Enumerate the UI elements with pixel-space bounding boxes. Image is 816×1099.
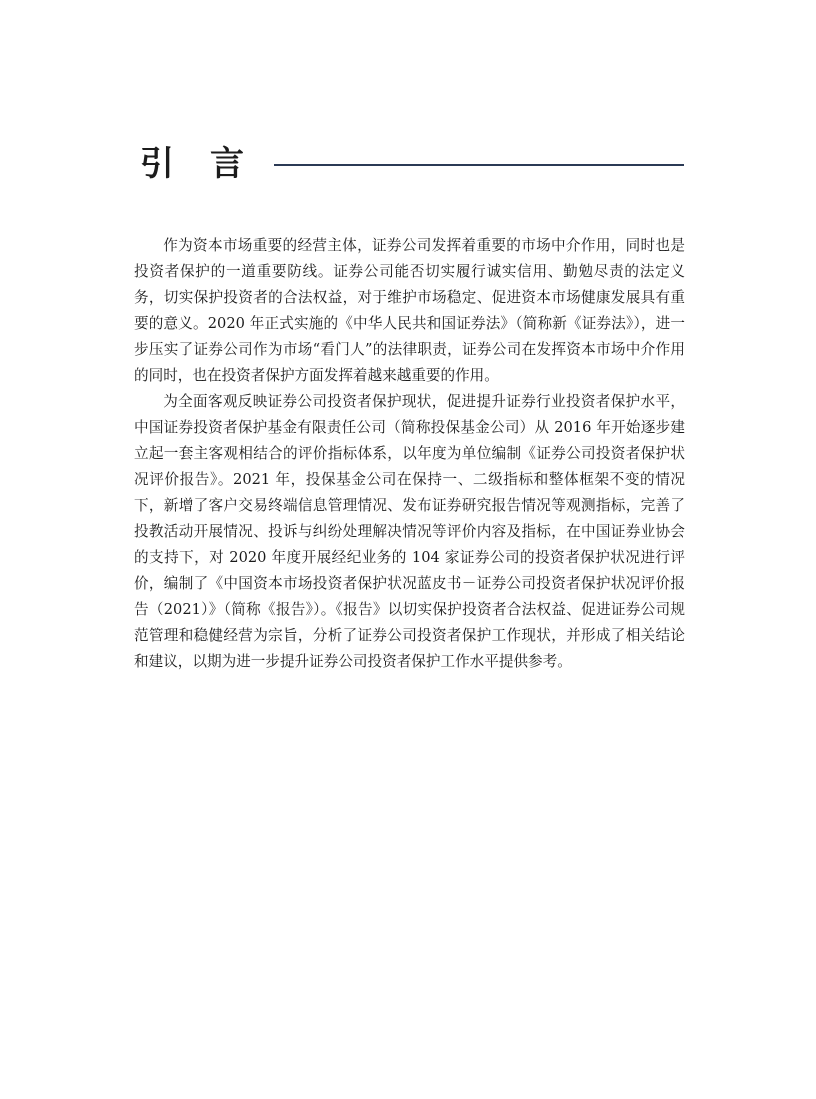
paragraph-1: 作为资本市场重要的经营主体，证券公司发挥着重要的市场中介作用，同时也是投资者保护的一道重要防线。证券公司能否切实履行诚实信用、勤勉尽责的法定义务，切实保护投资者的合法权益，对于维护市场稳定、促进资本市场健康发展具有重要的意义。2020 年正式实施的《中华人民共和国证券法》（简称新《证券法》），进一步压实了证券公司作为市场“看门人”的法律职责，证券公司在发挥资本市场中介作用的同时，也在投资者保护方面发挥着越来越重要的作用。: [134, 237, 685, 384]
section-heading: [140, 140, 686, 190]
page-title: 引言: [140, 144, 280, 184]
body-text: [134, 233, 685, 675]
paragraph-2: 为全面客观反映证券公司投资者保护现状，促进提升证券行业投资者保护水平，中国证券投资者保护基金有限责任公司（简称投保基金公司）从 2016 年开始逐步建立起一套主客观相结合的评价指标体系，以年度为单位编制《证券公司投资者保护状况评价报告》。2021 年，投保基金公司在保持一、二级指标和整体框架不变的情况下，新增了客户交易终端信息管理情况、发布证券研究报告情况等观测指标，完善了投教活动开展情况、投诉与纠纷处理解决情况等评价内容及指标，在中国证券业协会的支持下，对 2020 年度开展经纪业务的 104 家证券公司的投资者保护状况进行评价，编制了《中国资本市场投资者保护状况蓝皮书－证券公司投资者保护状况评价报告（2021）》（简称《报告》）。《报告》以切实保护投资者合法权益、促进证券公司规范管理和稳健经营为宗旨，分析了证券公司投资者保护工作现状，并形成了相关结论和建议，以期为进一步提升证券公司投资者保护工作水平提供参考。: [134, 393, 685, 670]
heading-rule: [274, 164, 684, 166]
